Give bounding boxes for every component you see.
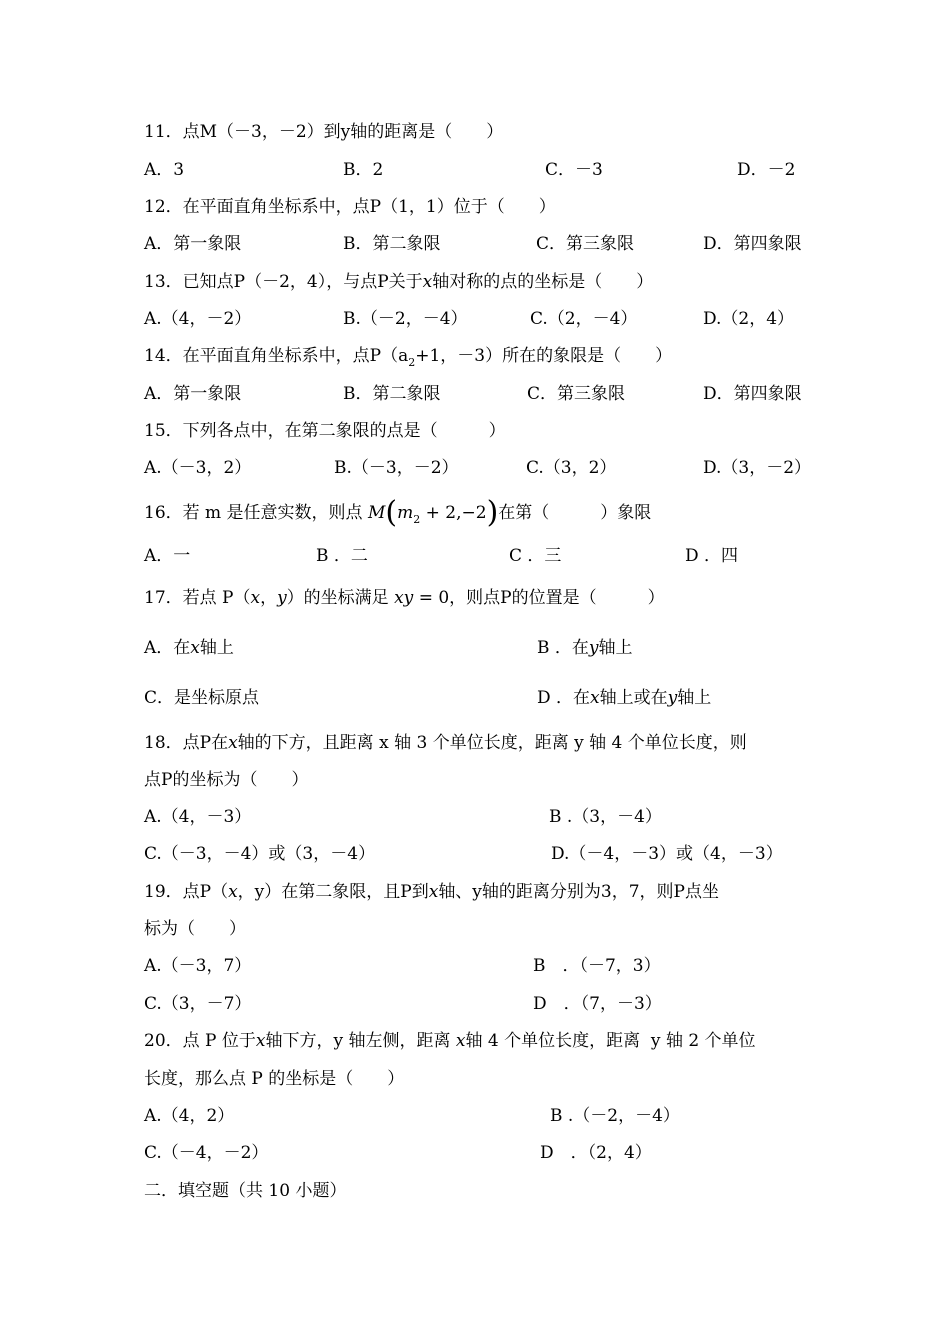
question-18-stem: 18．点P在x轴的下方，且距离 x 轴 3 个单位长度，距离 y 轴 4 个单位长度，则 bbox=[144, 733, 747, 753]
q20-option-a: A.（4，2） bbox=[144, 1106, 235, 1126]
q15-option-c: C.（3，2） bbox=[526, 458, 617, 478]
question-13-stem: 13．已知点P（－2，4），与点P关于x轴对称的点的坐标是（ ） bbox=[144, 272, 654, 292]
q11-option-c: C．－3 bbox=[545, 160, 603, 180]
question-19-stem: 19．点P（x，y）在第二象限，且P到x轴、y轴的距离分别为3，7，则P点坐 bbox=[144, 882, 719, 902]
q12-option-d: D．第四象限 bbox=[703, 234, 802, 254]
q16-option-a: A．一 bbox=[144, 546, 191, 566]
q16-option-d: D ．四 bbox=[685, 546, 739, 566]
q13-option-a: A.（4，－2） bbox=[144, 309, 252, 329]
q13-option-d: D.（2，4） bbox=[703, 309, 795, 329]
q14-option-d: D．第四象限 bbox=[703, 384, 802, 404]
question-11-stem: 11．点M（－3，－2）到y轴的距离是（ ） bbox=[144, 122, 504, 142]
section-title: 二．填空题（共 10 小题） bbox=[144, 1181, 347, 1201]
q18-option-a: A.（4，－3） bbox=[144, 807, 252, 827]
q12-option-a: A．第一象限 bbox=[144, 234, 242, 254]
q15-option-b: B.（－3，－2） bbox=[334, 458, 459, 478]
q16-option-b: B ．二 bbox=[316, 546, 368, 566]
q17-option-b: B ．在y轴上 bbox=[537, 638, 633, 658]
q15-option-d: D.（3，－2） bbox=[703, 458, 812, 478]
q17-option-d: D ．在x轴上或在y轴上 bbox=[537, 688, 712, 708]
q11-option-b: B．2 bbox=[343, 160, 384, 180]
q20-option-d: D ．（2，4） bbox=[540, 1143, 652, 1163]
question-18-stem-line2: 点P的坐标为（ ） bbox=[144, 770, 309, 790]
q19-option-a: A.（－3，7） bbox=[144, 956, 252, 976]
q11-option-a: A．3 bbox=[144, 160, 185, 180]
question-12-stem: 12．在平面直角坐标系中，点P（1，1）位于（ ） bbox=[144, 197, 556, 217]
question-20-stem: 20．点 P 位于x轴下方，y 轴左侧，距离 x轴 4 个单位长度，距离 y 轴 2 个单位 bbox=[144, 1031, 756, 1051]
q14-option-a: A．第一象限 bbox=[144, 384, 242, 404]
q17-option-a: A．在x轴上 bbox=[144, 638, 234, 658]
q20-option-b: B .（－2，－4） bbox=[550, 1106, 680, 1126]
question-19-stem-line2: 标为（ ） bbox=[144, 919, 246, 939]
q11-option-d: D．－2 bbox=[737, 160, 796, 180]
q12-option-b: B．第二象限 bbox=[343, 234, 441, 254]
q19-option-d: D ．（7，－3） bbox=[533, 994, 662, 1014]
q14-option-c: C．第三象限 bbox=[527, 384, 626, 404]
q20-option-c: C.（－4，－2） bbox=[144, 1143, 269, 1163]
question-14-stem: 14．在平面直角坐标系中，点$P(a_2+1$，－3）所在的象限是（ ） bbox=[144, 346, 673, 369]
q12-option-c: C．第三象限 bbox=[536, 234, 635, 254]
q18-option-c: C.（－3，－4）或（3，－4） bbox=[144, 844, 376, 864]
q14-option-b: B．第二象限 bbox=[343, 384, 441, 404]
q18-option-d: D.（－4，－3）或（4，－3） bbox=[551, 844, 783, 864]
q19-option-b: B ．（－7，3） bbox=[533, 956, 661, 976]
question-16-stem: 16．若 m 是任意实数，则点 $M(m_2 + 2,-2)$在第（ ）象限 bbox=[144, 495, 652, 530]
q15-option-a: A.（－3，2） bbox=[144, 458, 252, 478]
q19-option-c: C.（3，－7） bbox=[144, 994, 252, 1014]
question-20-stem-line2: 长度，那么点 P 的坐标是（ ） bbox=[144, 1069, 405, 1089]
q16-option-c: C ．三 bbox=[509, 546, 562, 566]
q13-option-c: C.（2，－4） bbox=[530, 309, 638, 329]
question-17-stem: 17．若点 P（x，y）的坐标满足 xy = 0，则点P的位置是（ ） bbox=[144, 588, 665, 608]
question-15-stem: 15．下列各点中，在第二象限的点是（ ） bbox=[144, 421, 506, 441]
q17-option-c: C．是坐标原点 bbox=[144, 688, 260, 708]
q18-option-b: B .（3，－4） bbox=[549, 807, 662, 827]
q13-option-b: B.（－2，－4） bbox=[343, 309, 468, 329]
